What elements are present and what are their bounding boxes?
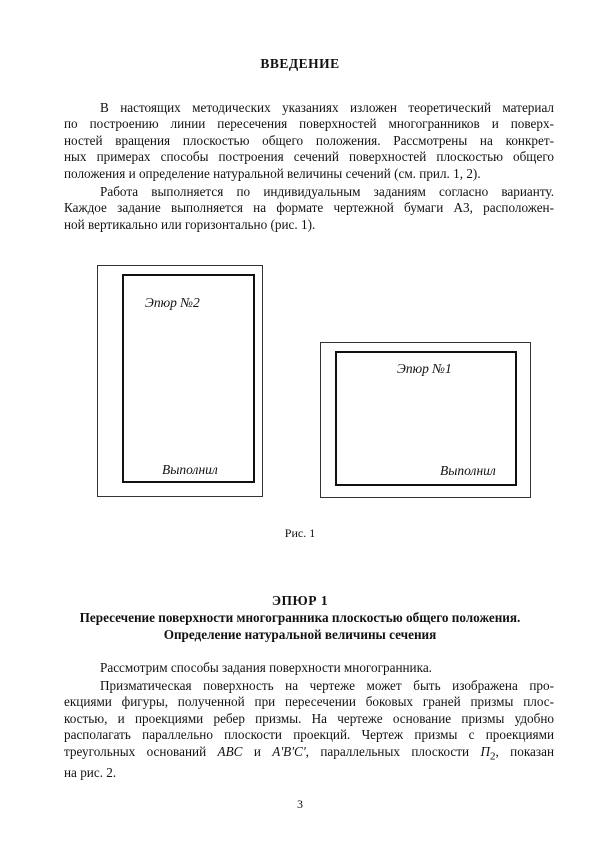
figure-caption: Рис. 1 bbox=[284, 526, 316, 540]
landscape-sheet bbox=[320, 342, 531, 498]
text-line: на рис. 2. bbox=[64, 764, 117, 780]
page-title: ВВЕДЕНИЕ bbox=[260, 56, 340, 71]
text-line: Каждое задание выполняется на формате чертежной бумаги А3, расположен- bbox=[64, 200, 554, 216]
landscape-sheet-title: Эпюр №1 bbox=[397, 361, 452, 376]
plane-symbol: П bbox=[480, 743, 490, 759]
intro-paragraph-1 bbox=[64, 100, 554, 182]
text-line: В настоящих методических указаниях изложен теоретический материал bbox=[100, 100, 554, 115]
text-fragment: , показан bbox=[495, 743, 554, 759]
text-line bbox=[64, 744, 554, 765]
text-line: ной вертикально или горизонтально (рис. 1). bbox=[64, 216, 316, 232]
portrait-sheet-signature: Выполнил bbox=[162, 462, 218, 477]
portrait-sheet-title: Эпюр №2 bbox=[145, 295, 200, 310]
text-fragment: , параллельных плоскости bbox=[305, 743, 481, 759]
text-fragment: треугольных оснований bbox=[64, 743, 218, 759]
intro-paragraph-2 bbox=[64, 184, 554, 233]
text-line: ных примерах способы построения сечений поверхностей плоскостью общего bbox=[64, 149, 554, 165]
landscape-sheet-signature: Выполнил bbox=[440, 463, 496, 478]
portrait-sheet bbox=[97, 265, 263, 497]
text-line: по построению линии пересечения поверхностей многогранников и поверх- bbox=[64, 116, 554, 132]
section-subtitle-line-2: Определение натуральной величины сечения bbox=[163, 627, 437, 642]
text-line: Рассмотрим способы задания поверхности многогранника. bbox=[100, 660, 432, 675]
variable-abc: ABC bbox=[217, 743, 243, 759]
text-line: костью, и проекциями ребер призмы. На чертеже основание призмы удобно bbox=[64, 710, 554, 726]
page-number: 3 bbox=[297, 797, 303, 811]
text-fragment: и bbox=[242, 743, 273, 759]
body-paragraph-1 bbox=[64, 660, 554, 676]
text-line: располагать параллельно плоскости проекций. Чертеж призмы с проекциями bbox=[64, 727, 554, 743]
text-line: положения и определение натуральной величины сечений (см. прил. 1, 2). bbox=[64, 165, 481, 181]
text-line: ностей вращения плоскостью общего положения. Рассмотрены на конкрет- bbox=[64, 132, 554, 148]
section-subtitle-line-1: Пересечение поверхности многогранника плоскостью общего положения. bbox=[79, 610, 521, 625]
body-paragraph-2 bbox=[64, 678, 554, 781]
variable-abc-prime: A'B'C' bbox=[272, 743, 306, 759]
text-line: екциями фигуры, полученной при пересечении боковых граней призмы плос- bbox=[64, 694, 554, 710]
section-title: ЭПЮР 1 bbox=[271, 593, 329, 608]
plane-subscript: 2 bbox=[489, 750, 496, 763]
text-line: Призматическая поверхность на чертеже может быть изображена про- bbox=[100, 678, 554, 693]
text-line: Работа выполняется по индивидуальным заданиям согласно варианту. bbox=[100, 184, 554, 199]
